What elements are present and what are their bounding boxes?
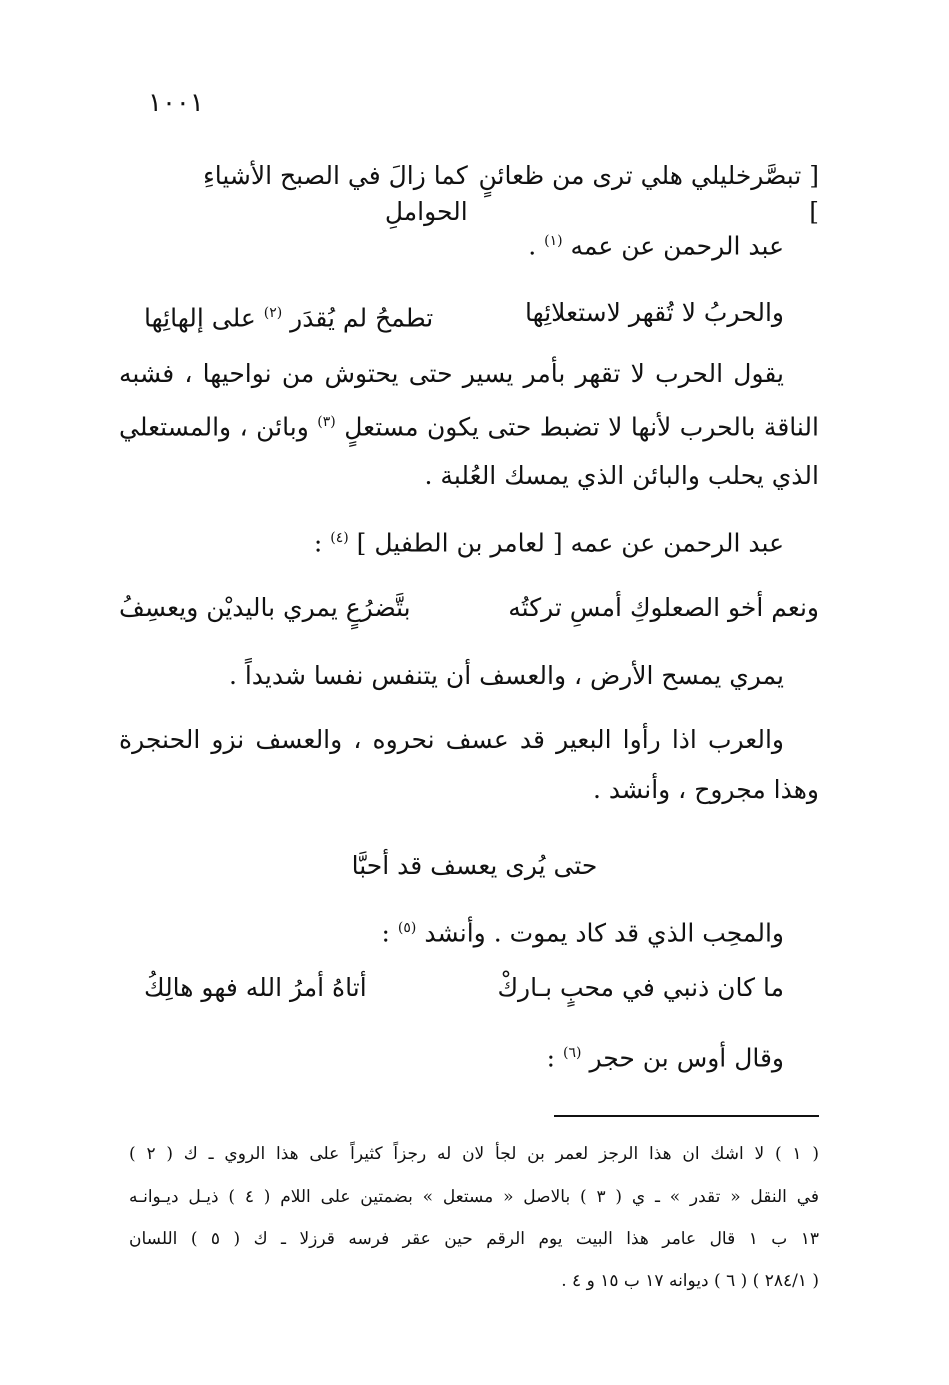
attribution-text: والمحِب الذي قد كاد يموت . وأنشد bbox=[424, 918, 784, 948]
paragraph-1-line-2 bbox=[119, 404, 819, 445]
attribution-tail: : bbox=[546, 1043, 556, 1073]
verse-5-second-hemistich: أتاهُ أمرُ الله فهو هالِكُ bbox=[144, 973, 367, 1002]
paragraph-2-line-2: وهذا مجروح ، وأنشد . bbox=[592, 775, 819, 804]
footnote-ref-3: (٣) bbox=[317, 414, 336, 430]
verse-5-first-hemistich: ما كان ذنبي في محبٍ بـاركْ bbox=[497, 973, 784, 1002]
attribution-text: وقال أوس بن حجر bbox=[589, 1043, 784, 1073]
attribution-line-1 bbox=[528, 223, 784, 264]
footnote-ref-2: (٢) bbox=[263, 305, 283, 321]
verse-3-second-hemistich: بتَّضرُعٍ يمري باليديْن ويعسِفُ bbox=[119, 593, 411, 622]
verse-5 bbox=[144, 970, 784, 1006]
footnote-line-3: ١٣ ب ١ قال عامر هذا البيت يوم الرقم حين عقر فرسه قرزلا ـ ك ( ٥ ) اللسان bbox=[129, 1229, 820, 1249]
verse-4: حتى يُرى يعسف قد أحبَّا bbox=[351, 851, 598, 880]
verse-1-first-hemistich: [ تبصَّرخليلي هلي ترى من ظعائنٍ ] bbox=[478, 161, 819, 226]
verse-3-first-hemistich: ونعم أخو الصعلوكِ أمسِ تركتُه bbox=[508, 593, 819, 622]
footnote-line-4: ( ٢٨٤/١ ) ( ٦ ) ديوانه ١٧ ب ١٥ و ٤ . bbox=[561, 1271, 819, 1291]
paragraph-2-line-1: والعرب اذا رأوا البعير قد عسف نحروه ، والعسف نزو الحنجرة bbox=[119, 725, 784, 754]
attribution-tail: . bbox=[528, 231, 537, 261]
verse-1 bbox=[119, 158, 819, 230]
verse-2-second-part-a: تطمحُ لم يُقدَر bbox=[290, 303, 434, 333]
verse-3 bbox=[119, 590, 819, 626]
attribution-tail: : bbox=[381, 918, 390, 948]
verse-2-second-part-b: على إلهائِها bbox=[144, 303, 256, 333]
attribution-tail: : bbox=[313, 528, 323, 558]
attribution-text: عبد الرحمن عن عمه [ لعامر بن الطفيل ] bbox=[356, 528, 784, 558]
attribution-line-4 bbox=[382, 910, 784, 951]
verse-1-second-hemistich: كما زالَ في الصبح الأشياءِ الحواملِ bbox=[203, 161, 468, 226]
paragraph-1-line-3: الذي يحلب والبائن الذي يمسك العُلبة . bbox=[424, 461, 819, 490]
footnote-line-2: في النقل « تقدر » ـ ي ( ٣ ) بالاصل « مستعل » بضمتين على اللام ( ٤ ) ذيـل ديـوانـه bbox=[129, 1187, 819, 1207]
footnote-ref-1: (١) bbox=[544, 233, 563, 249]
verse-2 bbox=[144, 295, 784, 336]
verse-2-first-hemistich: والحربُ لا تُقهر لاستعلائِها bbox=[525, 298, 784, 327]
gloss-line: يمري يمسح الأرض ، والعسف أن يتنفس نفسا شديداً . bbox=[228, 661, 784, 690]
attribution-line-5 bbox=[547, 1035, 784, 1076]
footnote-ref-6: (٦) bbox=[563, 1045, 582, 1061]
page-number: ١٠٠١ bbox=[148, 88, 204, 118]
paragraph-1-line-1: يقول الحرب لا تقهر بأمر يسير حتى يحتوش من نواحيها ، فشبه bbox=[119, 359, 784, 388]
footnote-ref-5: (٥) bbox=[397, 920, 417, 936]
paragraph-1-line-2-part-b: وبائن ، والمستعلي bbox=[119, 412, 309, 442]
footnote-separator bbox=[554, 1115, 819, 1117]
footnote-line-1: ( ١ ) لا اشك ان هذا الرجز لعمر بن لجأ لان له رجزاً كثيراً على هذا الروي ـ ك ( ٢ ) bbox=[129, 1144, 819, 1164]
attribution-text: عبد الرحمن عن عمه bbox=[570, 231, 784, 261]
attribution-line-2 bbox=[314, 520, 784, 561]
verse-2-second-hemistich bbox=[144, 295, 433, 336]
paragraph-1-line-2-part-a: الناقة بالحرب لأنها لا تضبط حتى يكون مستعلٍ bbox=[344, 412, 819, 442]
footnote-ref-4: (٤) bbox=[330, 530, 349, 546]
